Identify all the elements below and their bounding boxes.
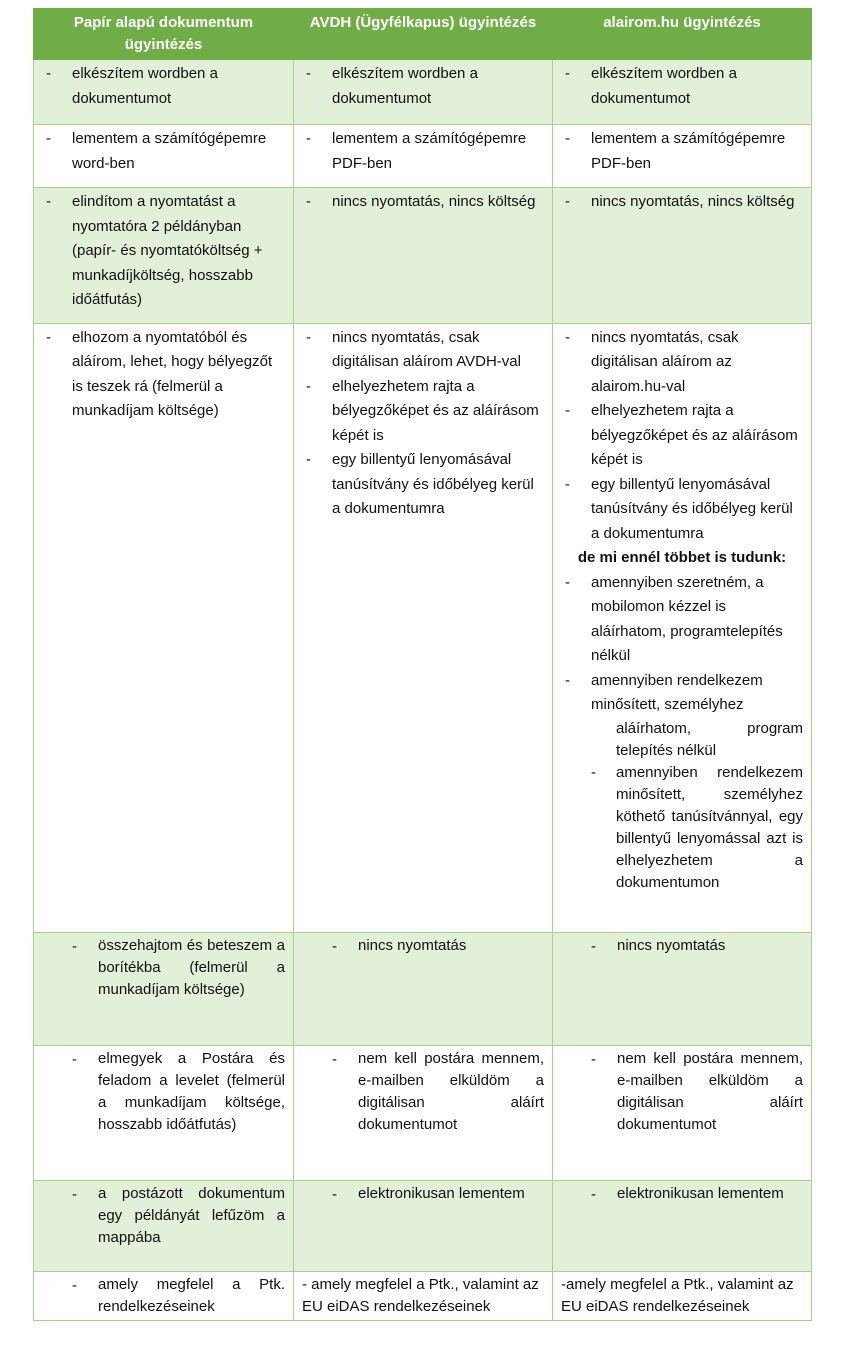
list-item: - egy billentyű lenyomásával tanúsítvány és időbélyeg kerül a dokumentumra bbox=[561, 473, 803, 547]
cell-alairom bbox=[553, 60, 812, 125]
dash-bullet: - bbox=[332, 1185, 337, 1203]
header-avdh: AVDH (Ügyfélkapus) ügyintézés bbox=[294, 9, 553, 60]
list-item: - elektronikusan lementem bbox=[561, 1183, 803, 1208]
dash-bullet: - bbox=[332, 1050, 337, 1068]
cell-alairom bbox=[553, 1045, 812, 1180]
dash-bullet: - bbox=[72, 1050, 77, 1068]
dash-bullet: - bbox=[565, 671, 570, 689]
table-header-row bbox=[34, 9, 812, 60]
list-item: - lementem a számítógépemre PDF-ben bbox=[302, 127, 544, 176]
dash-bullet: - bbox=[565, 573, 570, 591]
cell-avdh bbox=[294, 125, 553, 188]
cell-paper bbox=[34, 932, 294, 1045]
table-row bbox=[34, 323, 812, 932]
cell-avdh bbox=[294, 1180, 553, 1271]
dash-bullet: - bbox=[306, 451, 311, 468]
table-row bbox=[34, 1180, 812, 1271]
list-item: - elhozom a nyomtatóból és aláírom, lehet, hogy bélyegzőt is teszek rá (felmerül a munkadíjam költsége) bbox=[42, 326, 285, 424]
compliance-text: - amely megfelel a Ptk., valamint az EU eiDAS rendelkezéseinek bbox=[302, 1275, 539, 1315]
dash-bullet: - bbox=[72, 1185, 77, 1203]
cell-paper bbox=[34, 188, 294, 324]
dash-bullet: - bbox=[306, 65, 311, 82]
dash-bullet: - bbox=[46, 193, 51, 210]
cell-avdh bbox=[294, 323, 553, 932]
cell-paper bbox=[34, 1045, 294, 1180]
cell-alairom bbox=[553, 188, 812, 324]
dash-bullet: - bbox=[72, 1276, 77, 1294]
list-item: - nem kell postára mennem, e-mailben elküldöm a digitálisan aláírt dokumentumot bbox=[302, 1048, 544, 1136]
dash-bullet: - bbox=[306, 328, 311, 346]
cell-avdh bbox=[294, 60, 553, 125]
list-item: - amely megfelel a Ptk. rendelkezéseinek bbox=[42, 1274, 285, 1318]
cell-alairom bbox=[553, 1271, 812, 1320]
dash-bullet: - bbox=[306, 130, 311, 147]
dash-bullet: - bbox=[306, 377, 311, 395]
dash-bullet: - bbox=[591, 763, 596, 781]
cell-alairom bbox=[553, 932, 812, 1045]
list-item: - elektronikusan lementem bbox=[302, 1183, 544, 1208]
cell-alairom bbox=[553, 323, 812, 932]
dash-bullet: - bbox=[46, 328, 51, 346]
dash-bullet: - bbox=[306, 193, 311, 210]
dash-bullet: - bbox=[565, 402, 570, 419]
cell-avdh bbox=[294, 932, 553, 1045]
cell-alairom bbox=[553, 125, 812, 188]
extra-features-note: de mi ennél többet is tudunk: bbox=[577, 549, 787, 566]
cell-paper bbox=[34, 125, 294, 188]
cell-avdh bbox=[294, 1271, 553, 1320]
list-item: - elkészítem wordben a dokumentumot bbox=[561, 62, 803, 111]
list-item: - lementem a számítógépemre PDF-ben bbox=[561, 127, 803, 176]
header-paper: Papír alapú dokumentum ügyintézés bbox=[34, 9, 294, 60]
comparison-table bbox=[33, 8, 812, 1321]
list-item: - nincs nyomtatás bbox=[302, 935, 544, 960]
list-item: - elhelyezhetem rajta a bélyegzőképet és az aláírásom képét is bbox=[561, 399, 803, 473]
table-row bbox=[34, 188, 812, 324]
dash-bullet: - bbox=[565, 328, 570, 346]
list-item: - elindítom a nyomtatást a nyomtatóra 2 példányban (papír- és nyomtatóköltség + munkadíjköltség, hosszabb időátfutás) bbox=[42, 190, 285, 313]
list-item: - elmegyek a Postára és feladom a levelet (felmerül a munkadíjam költsége, hosszabb időátfutás) bbox=[42, 1048, 285, 1136]
list-item: - nincs nyomtatás bbox=[561, 935, 803, 960]
table-row bbox=[34, 125, 812, 188]
cell-paper bbox=[34, 323, 294, 932]
cell-alairom bbox=[553, 1180, 812, 1271]
list-item: - a postázott dokumentum egy példányát lefűzöm a mappába bbox=[42, 1183, 285, 1249]
list-item: - elkészítem wordben a dokumentumot bbox=[42, 62, 285, 111]
compliance-text: -amely megfelel a Ptk., valamint az EU eiDAS rendelkezéseinek bbox=[561, 1275, 794, 1315]
list-item: - egy billentyű lenyomásával tanúsítvány és időbélyeg kerül a dokumentumra bbox=[302, 448, 544, 522]
dash-bullet: - bbox=[565, 193, 570, 210]
cell-avdh bbox=[294, 1045, 553, 1180]
continuation-text: aláírhatom, program telepítés nélkül bbox=[616, 719, 803, 759]
list-item: - nincs nyomtatás, csak digitálisan aláírom az alairom.hu-val bbox=[561, 326, 803, 400]
table-row bbox=[34, 1045, 812, 1180]
dash-bullet: - bbox=[591, 937, 596, 955]
table-row bbox=[34, 60, 812, 125]
dash-bullet: - bbox=[46, 130, 51, 147]
dash-bullet: - bbox=[591, 1185, 596, 1203]
dash-bullet: - bbox=[46, 65, 51, 82]
list-item: - nincs nyomtatás, nincs költség bbox=[302, 190, 544, 215]
table-row bbox=[34, 1271, 812, 1320]
list-item: - nincs nyomtatás, csak digitálisan aláírom AVDH-val bbox=[302, 326, 544, 375]
list-item: - amennyiben rendelkezem minősített, személyhez köthető tanúsítvánnyal, egy billentyű lenyomással azt is elhelyezhetem a dokumentumon bbox=[561, 762, 803, 894]
dash-bullet: - bbox=[332, 937, 337, 955]
table-row bbox=[34, 932, 812, 1045]
header-alairom: alairom.hu ügyintézés bbox=[553, 9, 812, 60]
list-item: - amennyiben szeretném, a mobilomon kézzel is aláírhatom, programtelepítés nélkül bbox=[561, 571, 803, 669]
list-item: - amennyiben rendelkezem minősített, személyhez bbox=[561, 669, 803, 718]
dash-bullet: - bbox=[565, 475, 570, 493]
dash-bullet: - bbox=[591, 1050, 596, 1068]
list-item: - elhelyezhetem rajta a bélyegzőképet és az aláírásom képét is bbox=[302, 375, 544, 449]
list-item: - lementem a számítógépemre word-ben bbox=[42, 127, 285, 176]
dash-bullet: - bbox=[72, 937, 77, 955]
list-item: - összehajtom és beteszem a borítékba (felmerül a munkadíjam költsége) bbox=[42, 935, 285, 1001]
cell-paper bbox=[34, 1271, 294, 1320]
list-item: - nem kell postára mennem, e-mailben elküldöm a digitálisan aláírt dokumentumot bbox=[561, 1048, 803, 1136]
list-item: - elkészítem wordben a dokumentumot bbox=[302, 62, 544, 111]
dash-bullet: - bbox=[565, 130, 570, 147]
dash-bullet: - bbox=[565, 65, 570, 82]
cell-paper bbox=[34, 1180, 294, 1271]
cell-paper bbox=[34, 60, 294, 125]
list-item: - nincs nyomtatás, nincs költség bbox=[561, 190, 803, 215]
cell-avdh bbox=[294, 188, 553, 324]
